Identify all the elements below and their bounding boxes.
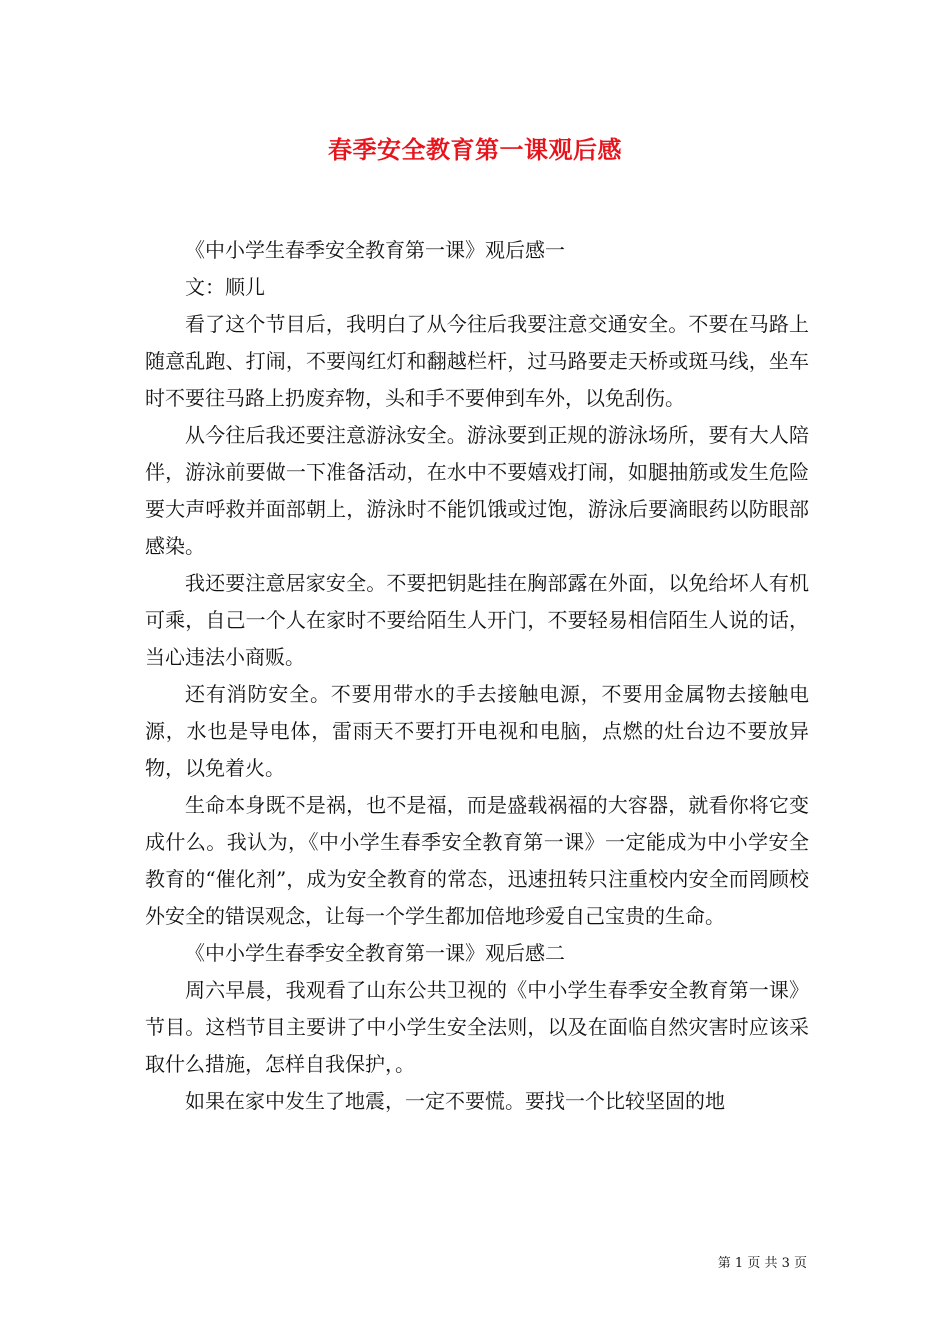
body-text xyxy=(145,232,809,1120)
paragraph: 还有消防安全。不要用带水的手去接触电源，不要用金属物去接触电源，水也是导电体，雷雨天不要打开电视和电脑，点燃的灶台边不要放异物，以免着火。 xyxy=(145,682,809,780)
paragraph: 从今往后我还要注意游泳安全。游泳要到正规的游泳场所，要有大人陪伴，游泳前要做一下准备活动，在水中不要嬉戏打闹，如腿抽筋或发生危险要大声呼救并面部朝上，游泳时不能饥饿或过饱，游泳后要滴眼药以防眼部感染。 xyxy=(145,423,809,558)
paragraph: 周六早晨，我观看了山东公共卫视的《中小学生春季安全教育第一课》节目。这档节目主要讲了中小学生安全法则，以及在面临自然灾害时应该采取什么措施，怎样自我保护，。 xyxy=(145,978,809,1076)
paragraph: 如果在家中发生了地震，一定不要慌。要找一个比较坚固的地 xyxy=(185,1089,725,1113)
paragraph-heading-2: 《中小学生春季安全教育第一课》观后感二 xyxy=(185,941,565,965)
page-number: 第 1 页 共 3 页 xyxy=(717,1256,807,1271)
paragraph: 看了这个节目后，我明白了从今往后我要注意交通安全。不要在马路上随意乱跑、打闹，不要闯红灯和翻越栏杆，过马路要走天桥或斑马线，坐车时不要往马路上扔废弃物，头和手不要伸到车外，以免刮伤。 xyxy=(145,312,809,410)
paragraph: 我还要注意居家安全。不要把钥匙挂在胸部露在外面，以免给坏人有机可乘，自己一个人在家时不要给陌生人开门，不要轻易相信陌生人说的话，当心违法小商贩。 xyxy=(145,571,809,669)
paragraph-heading-1: 《中小学生春季安全教育第一课》观后感一 xyxy=(185,238,565,262)
paragraph: 生命本身既不是祸，也不是福，而是盛载祸福的大容器，就看你将它变成什么。我认为，《中小学生春季安全教育第一课》一定能成为中小学安全教育的“催化剂”，成为安全教育的常态，迅速扭转只注重校内安全而罔顾校外安全的错误观念，让每一个学生都加倍地珍爱自己宝贵的生命。 xyxy=(145,793,809,928)
page-title: 春季安全教育第一课观后感 xyxy=(328,135,622,164)
paragraph-author: 文：顺儿 xyxy=(185,275,265,299)
